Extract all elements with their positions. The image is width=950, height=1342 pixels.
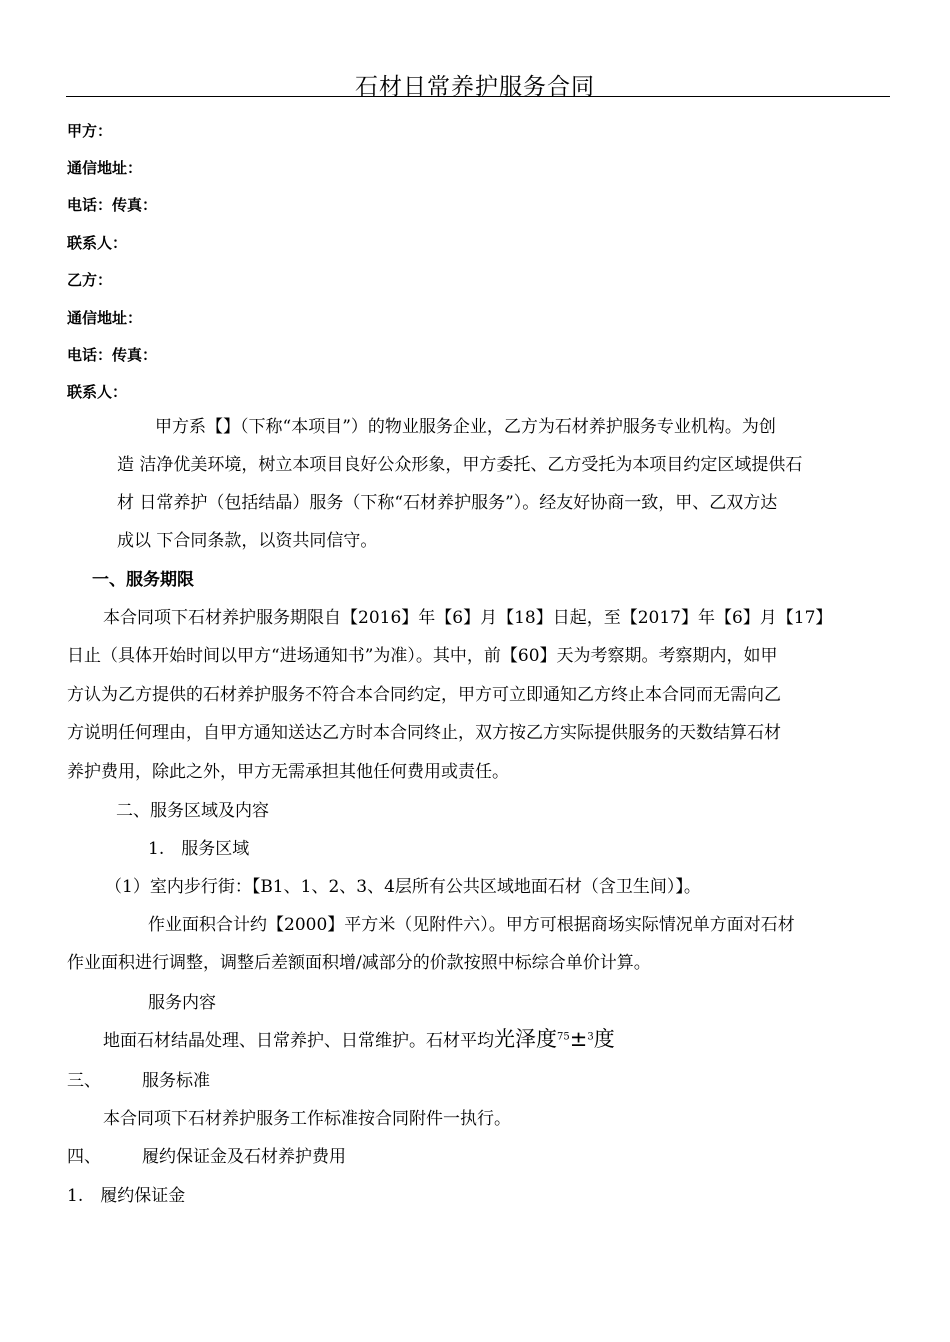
intro-line: 造 洁净优美环境，树立本项目良好公众形象，甲方委托、乙方受托为本项目约定区域提供石 xyxy=(117,455,803,475)
section-1-line: 日止（具体开始时间以甲方“进场通知书”为准）。其中，前【60】天为考察期。考察期内，如甲 xyxy=(67,646,778,666)
party-b-address-label: 通信地址： xyxy=(67,309,143,327)
section-1-line: 本合同项下石材养护服务期限自【2016】年【6】月【18】日起，至【2017】年【6】月【17】 xyxy=(103,608,833,628)
section-4-heading: 履约保证金及石材养护费用 xyxy=(142,1147,346,1167)
section-1-line: 方说明任何理由，自甲方通知送达乙方时本合同终止，双方按乙方实际提供服务的天数结算石材 xyxy=(67,723,781,743)
section-4-number: 四、 xyxy=(67,1147,101,1167)
service-area-line: 作业面积进行调整，调整后差额面积增/减部分的价款按照中标综合单价计算。 xyxy=(67,953,651,973)
section-1-line: 养护费用，除此之外，甲方无需承担其他任何费用或责任。 xyxy=(67,762,509,782)
section-3-heading: 服务标准 xyxy=(142,1071,210,1091)
gloss-label: 光泽度 xyxy=(494,1027,557,1051)
intro-line: 成以 下合同条款，以资共同信守。 xyxy=(117,531,378,551)
party-a-phone-fax-label: 电话：传真： xyxy=(67,196,158,214)
service-content-text xyxy=(103,1023,615,1053)
party-a-contact-label: 联系人： xyxy=(67,234,128,252)
gloss-tolerance: 3 xyxy=(587,1031,594,1043)
section-3-text: 本合同项下石材养护服务工作标准按合同附件一执行。 xyxy=(103,1109,511,1129)
party-b-phone-fax-label: 电话：传真： xyxy=(67,346,158,364)
page-title: 石材日常养护服务合同 xyxy=(355,74,595,100)
performance-bond-subheading: 1. 履约保证金 xyxy=(67,1186,186,1206)
gloss-value: 75 xyxy=(557,1031,570,1043)
section-3-number: 三、 xyxy=(67,1071,101,1091)
service-content-description: 地面石材结晶处理、日常养护、日常维护。石材平均 xyxy=(103,1031,494,1051)
intro-line: 材 日常养护（包括结晶）服务（下称“石材养护服务”）。经友好协商一致，甲、乙双方达 xyxy=(117,493,778,513)
section-1-heading: 一、服务期限 xyxy=(92,570,194,590)
party-a-address-label: 通信地址： xyxy=(67,159,143,177)
service-area-line: 作业面积合计约【2000】平方米（见附件六）。甲方可根据商场实际情况单方面对石材 xyxy=(148,915,795,935)
intro-line: 甲方系【】（下称“本项目”）的物业服务企业，乙方为石材养护服务专业机构。为创 xyxy=(155,417,776,437)
party-b-contact-label: 联系人： xyxy=(67,383,128,401)
title-divider xyxy=(66,96,890,97)
gloss-unit: 度 xyxy=(593,1027,615,1051)
service-area-item: （1）室内步行街：【B1、1、2、3、4层所有公共区域地面石材（含卫生间）】。 xyxy=(105,877,701,897)
party-b-label: 乙方： xyxy=(67,271,113,289)
service-area-subheading: 1. 服务区域 xyxy=(148,839,250,859)
gloss-plus-minus: ± xyxy=(569,1027,588,1051)
section-1-line: 方认为乙方提供的石材养护服务不符合本合同约定，甲方可立即通知乙方终止本合同而无需向乙 xyxy=(67,685,781,705)
party-a-label: 甲方： xyxy=(67,122,113,140)
service-content-heading: 服务内容 xyxy=(148,993,216,1013)
section-2-heading: 二、服务区域及内容 xyxy=(116,801,269,821)
